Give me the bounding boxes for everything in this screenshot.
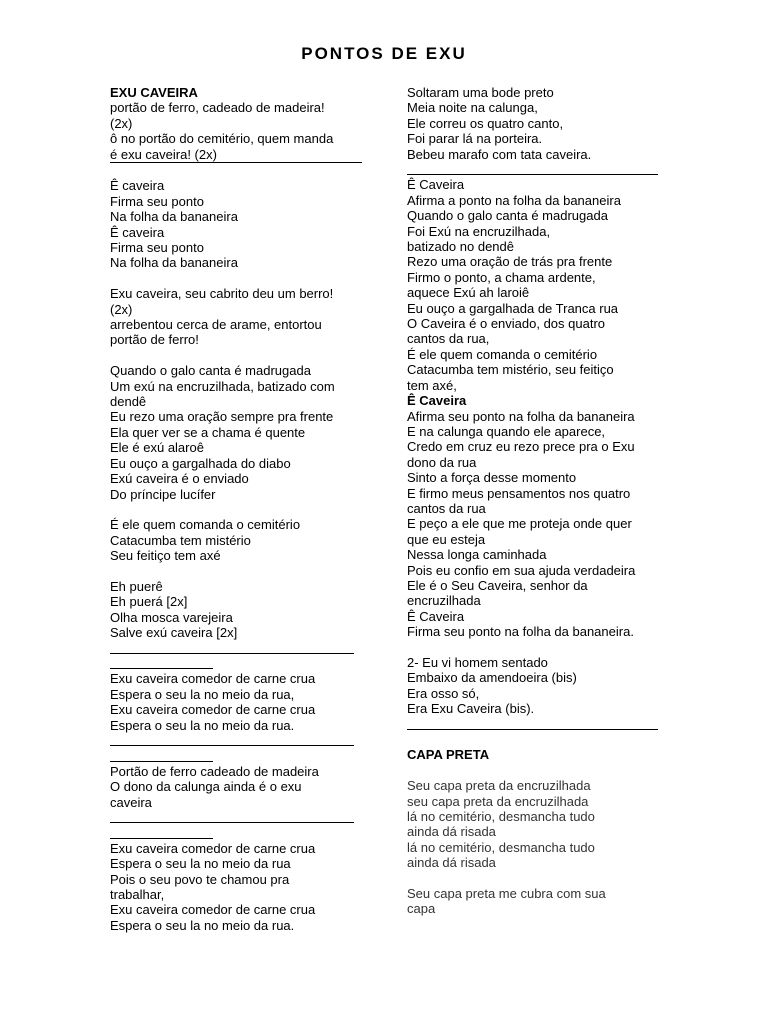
verse-line: Rezo uma oração de trás pra frente (407, 254, 613, 270)
verse-line: Seu capa preta me cubra com sua (407, 886, 606, 902)
divider (110, 810, 365, 825)
divider (110, 748, 365, 763)
divider (110, 656, 365, 671)
verse-line: caveira (110, 794, 152, 810)
verse-line: Foi parar lá na porteira. (407, 131, 543, 147)
section-heading-exu-caveira: EXU CAVEIRA (110, 85, 198, 100)
verse-line: Ele correu os quatro canto, (407, 115, 564, 131)
left-column (110, 85, 365, 933)
verse-line: (2x) (110, 115, 133, 131)
verse-line: Exú caveira é o enviado (110, 471, 249, 487)
verse-block (407, 655, 662, 717)
verse-line: lá no cemitério, desmancha tudo (407, 809, 595, 825)
verse-line: portão de ferro, cadeado de madeira! (110, 100, 325, 116)
verse-line: portão de ferro! (110, 332, 199, 348)
verse-line: seu capa preta da encruzilhada (407, 793, 589, 809)
verse-line: Pois o seu povo te chamou pra (110, 871, 290, 887)
verse-line: lá no cemitério, desmancha tudo (407, 839, 595, 855)
verse-line: Ê caveira (110, 178, 165, 194)
verse-line: Quando o galo canta é madrugada (407, 208, 608, 224)
verse-line: Ê Caveira (407, 177, 465, 193)
verse-line: Afirma seu ponto na folha da bananeira (407, 408, 635, 424)
verse-line: que eu esteja (407, 531, 486, 547)
verse-line: tem axé, (407, 377, 457, 393)
right-column (407, 85, 662, 917)
verse-line: É ele quem comanda o cemitério (407, 346, 598, 362)
verse-line: Ela quer ver se a chama é quente (110, 424, 306, 440)
verse-line: Exu caveira, seu cabrito deu um berro! (110, 286, 334, 302)
verse-line: dendê (110, 394, 147, 410)
verse-line: Ê caveira (110, 224, 165, 240)
verse-line: Firma seu ponto na folha da bananeira. (407, 624, 634, 640)
verse-line: Seu feitiço tem axé (110, 548, 221, 564)
verse-line: Exu caveira comedor de carne crua (110, 702, 316, 718)
verse-line: Credo em cruz eu rezo prece pra o Exu (407, 439, 635, 455)
verse-line: (2x) (110, 301, 133, 317)
verse-line: encruzilhada (407, 593, 481, 609)
verse-line: é exu caveira! (2x) (110, 146, 217, 162)
verse-line: Embaixo da amendoeira (bis) (407, 670, 577, 686)
verse-line: Era Exu Caveira (bis). (407, 701, 535, 717)
verse-block (110, 671, 365, 733)
verse-line: Eh puerá [2x] (110, 594, 188, 610)
verse-block (110, 363, 365, 502)
verse-line: Exu caveira comedor de carne crua (110, 840, 316, 856)
verse-line: Espera o seu la no meio da rua. (110, 717, 295, 733)
verse-block (110, 841, 365, 933)
verse-line: Meia noite na calunga, (407, 100, 538, 116)
verse-line: Firma seu ponto (110, 193, 204, 209)
verse-line: Pois eu confio em sua ajuda verdadeira (407, 562, 636, 578)
verse-block (110, 286, 365, 348)
verse-line: O dono da calunga ainda é o exu (110, 779, 302, 795)
verse-line: Exu caveira comedor de carne crua (110, 902, 316, 918)
verse-line: Do príncipe lucífer (110, 486, 216, 502)
section-subheading: Ê Caveira (407, 393, 467, 409)
verse-line: E peço a ele que me proteja onde quer (407, 516, 632, 532)
verse-line: Espera o seu la no meio da rua (110, 856, 291, 872)
verse-line: Um exú na encruzilhada, batizado com (110, 378, 335, 394)
verse-line: Quando o galo canta é madrugada (110, 363, 311, 379)
verse-line: Afirma a ponto na folha da bananeira (407, 192, 621, 208)
verse-line: Sinto a força desse momento (407, 470, 577, 486)
verse-line: Espera o seu la no meio da rua, (110, 686, 295, 702)
verse-line: Bebeu marafo com tata caveira. (407, 146, 592, 162)
verse-line: dono da rua (407, 454, 477, 470)
divider (110, 733, 365, 748)
verse-line: Ê Caveira (407, 608, 465, 624)
verse-line: cantos da rua (407, 500, 486, 516)
divider (110, 641, 365, 656)
verse-block (407, 409, 662, 640)
verse-line: Firma seu ponto (110, 240, 204, 256)
verse-block (110, 100, 365, 162)
verse-block (110, 178, 365, 270)
verse-line: Salve exú caveira [2x] (110, 625, 238, 641)
verse-line: Nessa longa caminhada (407, 547, 547, 563)
section-heading-capa-preta: CAPA PRETA (407, 747, 490, 763)
verse-line: E firmo meus pensamentos nos quatro (407, 485, 631, 501)
page-title: PONTOS DE EXU (301, 44, 467, 63)
verse-line: Foi Exú na encruzilhada, (407, 223, 551, 239)
verse-line: Exu caveira comedor de carne crua (110, 671, 316, 687)
verse-line: capa (407, 901, 436, 917)
verse-block (407, 85, 662, 162)
divider (407, 162, 662, 177)
verse-line: arrebentou cerca de arame, entortou (110, 317, 322, 333)
verse-line: Eu ouço a gargalhada do diabo (110, 455, 291, 471)
verse-line: batizado no dendê (407, 239, 514, 255)
verse-line: Catacumba tem mistério (110, 532, 251, 548)
verse-line: ainda dá risada (407, 855, 496, 871)
verse-block (110, 579, 365, 641)
divider (407, 717, 662, 732)
verse-line: É ele quem comanda o cemitério (110, 517, 301, 533)
verse-line: Eu rezo uma oração sempre pra frente (110, 409, 334, 425)
verse-line: Espera o seu la no meio da rua. (110, 917, 295, 933)
verse-line: Era osso só, (407, 685, 480, 701)
verse-line: Ele é exú alaroê (110, 440, 204, 456)
verse-line: Portão de ferro cadeado de madeira (110, 763, 319, 779)
verse-line: trabalhar, (110, 886, 165, 902)
verse-line: Firmo o ponto, a chama ardente, (407, 269, 596, 285)
verse-line: Eh puerê (110, 578, 163, 594)
verse-line: Olha mosca varejeira (110, 609, 233, 625)
verse-line: O Caveira é o enviado, dos quatro (407, 316, 606, 332)
verse-line: Soltaram uma bode preto (407, 85, 554, 100)
verse-line: Eu ouço a gargalhada de Tranca rua (407, 300, 619, 316)
verse-line: aquece Exú ah laroiê (407, 285, 530, 301)
verse-block (407, 886, 662, 917)
verse-line: 2- Eu vi homem sentado (407, 655, 548, 670)
verse-block (407, 177, 662, 393)
verse-block (110, 764, 365, 810)
verse-line: ô no portão do cemitério, quem manda (110, 131, 334, 147)
verse-line: Ele é o Seu Caveira, senhor da (407, 577, 588, 593)
verse-line: E na calunga quando ele aparece, (407, 423, 606, 439)
verse-line: Na folha da bananeira (110, 209, 238, 225)
verse-block (407, 778, 662, 870)
verse-line: cantos da rua, (407, 331, 490, 347)
verse-line: Seu capa preta da encruzilhada (407, 778, 591, 794)
divider (110, 825, 365, 840)
verse-block (110, 517, 365, 563)
verse-line: Na folha da bananeira (110, 255, 238, 271)
verse-line: Catacumba tem mistério, seu feitiço (407, 362, 614, 378)
verse-line: ainda dá risada (407, 824, 496, 840)
